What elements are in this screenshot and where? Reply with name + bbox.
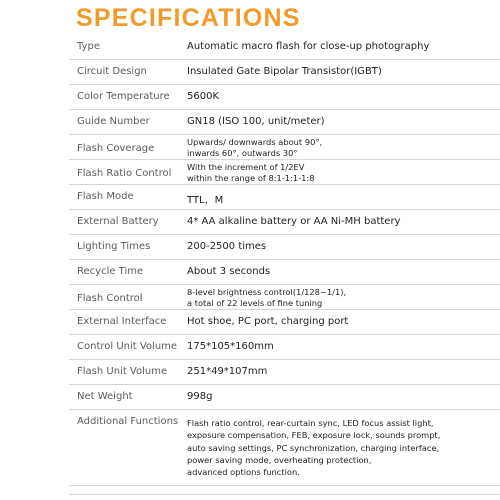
spec-value [187,241,266,252]
spec-value-line: within the range of 8:1-1:1-1:8 [187,172,315,183]
spec-value [187,266,270,277]
spec-value-line: 5600K [187,91,220,102]
spec-row [69,235,500,260]
spec-value-line: GN18 (ISO 100, unit/meter) [187,116,325,127]
spec-value-line: 998g [187,391,213,402]
spec-value [187,191,223,206]
spec-label: Flash Unit Volume [77,366,168,377]
spec-value [187,417,440,478]
spec-value-line: 4* AA alkaline battery or AA Ni-MH battery [187,216,401,227]
spec-value [187,91,219,102]
spec-label: Type [77,41,100,52]
spec-row [69,135,500,160]
table-bottom-border [69,494,500,495]
spec-row [69,35,500,60]
specifications-table [69,35,500,486]
spec-value-line: Hot shoe, PC port, charging port [187,316,349,327]
spec-value-line: auto saving settings, PC synchronization, charging interface, [187,442,440,453]
spec-label: Flash Coverage [77,143,155,154]
spec-row [69,335,500,360]
spec-label: Flash Control [77,293,143,304]
spec-row [69,285,500,310]
spec-value-line: 8-level brightness control(1/128~1/1), [187,287,347,297]
spec-label: Flash Ratio Control [77,168,172,179]
spec-value-line: a total of 22 levels of fine tuning [187,297,323,308]
spec-value-line: Automatic macro flash for close-up photography [187,41,430,52]
spec-value-line: power saving mode, overheating protection, [187,454,372,465]
spec-row [69,110,500,135]
spec-row [69,85,500,110]
spec-value-line: Insulated Gate Bipolar Transistor(IGBT) [187,66,382,77]
spec-label: Guide Number [77,116,150,127]
spec-label: External Battery [77,216,159,227]
spec-value [187,66,382,77]
spec-label: Control Unit Volume [77,341,178,352]
page-title: SPECIFICATIONS [76,4,301,32]
spec-value [187,366,267,377]
spec-value [187,162,315,183]
spec-label: Lighting Times [77,241,151,252]
spec-row [69,385,500,410]
spec-label: Recycle Time [77,266,144,277]
spec-row [69,410,500,486]
spec-value [187,287,346,308]
spec-row [69,210,500,235]
spec-value-line: Flash ratio control, rear-curtain sync, LED focus assist light, [187,418,434,428]
spec-label: Net Weight [77,391,133,402]
spec-label: Flash Mode [77,191,134,202]
spec-row [69,310,500,335]
spec-value-line: 200-2500 times [187,241,267,252]
spec-row [69,360,500,385]
spec-value [187,391,212,402]
spec-label: External Interface [77,316,167,327]
spec-value [187,41,429,52]
spec-value-line: TTL，M [187,195,224,206]
spec-value [187,216,400,227]
spec-row [69,160,500,185]
spec-row [69,185,500,210]
spec-label: Additional Functions [77,416,179,427]
spec-value [187,316,348,327]
spec-row [69,260,500,285]
spec-value [187,341,274,352]
spec-value-line: inwards 60°, outwards 30° [187,147,298,158]
spec-label: Circuit Design [77,66,147,77]
spec-value-line: advanced options function. [187,467,300,478]
spec-value-line: 251*49*107mm [187,366,268,377]
spec-row [69,60,500,85]
spec-value-line: exposure compensation, FEB, exposure lock, sounds prompt, [187,430,441,441]
spec-value-line: 175*105*160mm [187,341,274,352]
spec-value-line: With the increment of 1/2EV [187,162,305,172]
spec-label: Color Temperature [77,91,170,102]
spec-value-line: About 3 seconds [187,266,271,277]
spec-value-line: Upwards/ downwards about 90°, [187,137,323,147]
spec-value [187,137,322,158]
spec-value [187,116,325,127]
